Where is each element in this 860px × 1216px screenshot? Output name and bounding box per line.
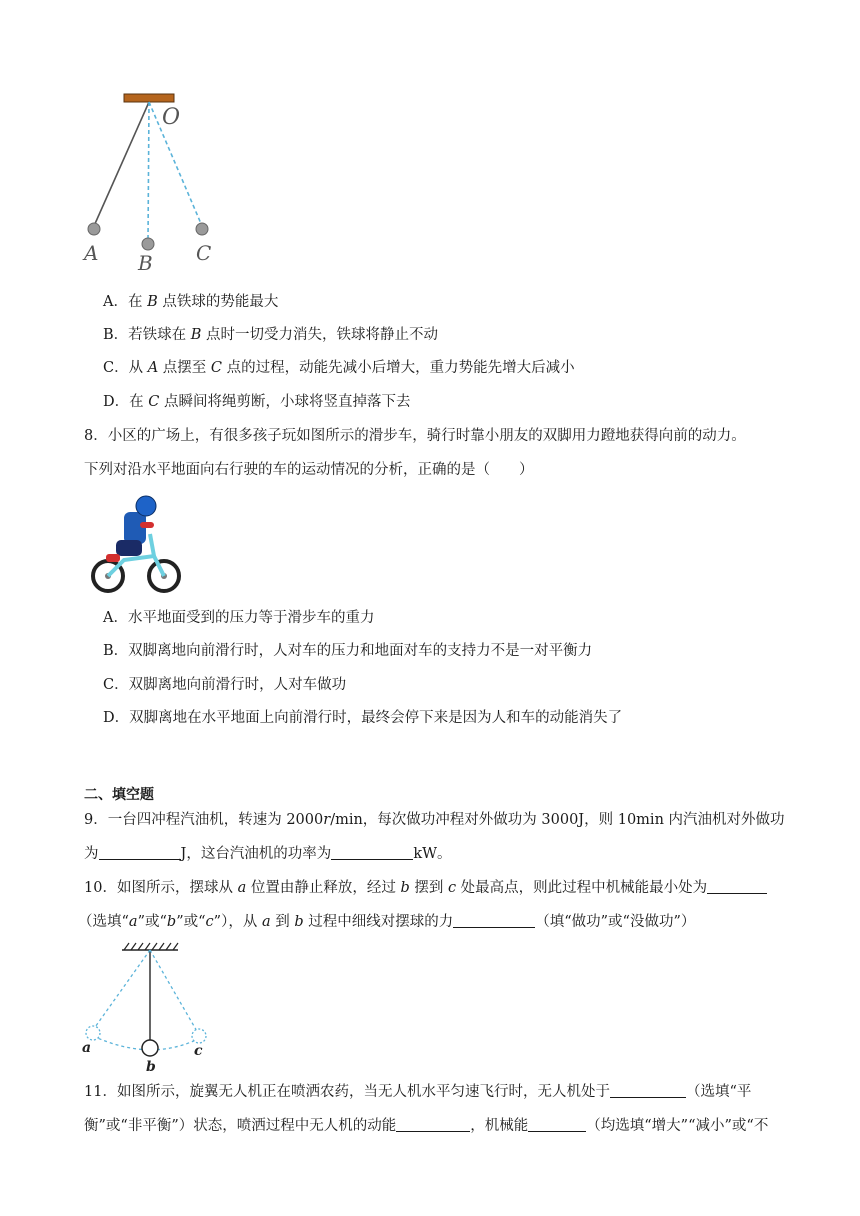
q7-option-d: D．在 C 点瞬间将绳剪断，小球将竖直掉落下去 [103, 394, 411, 410]
label-o: O [162, 105, 181, 130]
ball-pos-c [192, 1029, 206, 1043]
q9-line2: 为 J，这台汽油机的功率为 kW。 [84, 846, 452, 862]
q10-blank-string-work[interactable] [453, 912, 535, 928]
rider-shoe [106, 554, 120, 562]
q10-line1: 10．如图所示，摆球从 a 位置由静止释放，经过 b 摆到 c 处最高点，则此过程中机械能最小处为 [84, 877, 767, 899]
q11-line1: 11．如图所示，旋翼无人机正在喷洒农药，当无人机水平匀速飞行时，无人机处于 （选填“平 [84, 1084, 752, 1100]
rider-arm [140, 522, 154, 528]
q8-stem-line1: 8．小区的广场上，有很多孩子玩如图所示的滑步车，骑行时靠小朋友的双脚用力蹬地获得向前的动力。 [84, 428, 746, 444]
q10-line2: （选填“a”或“b”或“c”），从 a 到 b 过程中细线对摆球的力 （填“做功”或“没做功”） [78, 914, 696, 930]
q7-option-c: C．从 A 点摆至 C 点的过程，动能先减小后增大，重力势能先增大后减小 [103, 360, 575, 376]
label-b: B [138, 251, 153, 275]
ceiling-hatch [124, 943, 178, 950]
q11-line2: 衡”或“非平衡”）状态，喷洒过程中无人机的动能 ，机械能 （均选填“增大”“减小”或“不 [84, 1118, 769, 1134]
fig-label-a: a [82, 1040, 92, 1056]
ball-c [196, 223, 208, 235]
string-b [148, 102, 149, 241]
ball-pos-a [86, 1026, 100, 1040]
string-right [150, 950, 198, 1033]
q11-blank-state[interactable] [610, 1082, 686, 1098]
label-a: A [84, 241, 99, 265]
q7-option-a: A．在 B 点铁球的势能最大 [103, 294, 279, 310]
fig-label-b: b [146, 1059, 156, 1075]
string-left [93, 950, 150, 1030]
ball-b [142, 238, 154, 250]
q9-blank-work[interactable] [99, 844, 181, 860]
q8-option-b: B．双脚离地向前滑行时，人对车的压力和地面对车的支持力不是一对平衡力 [103, 643, 593, 659]
q7-option-b: B．若铁球在 B 点时一切受力消失，铁球将静止不动 [103, 327, 439, 343]
q8-option-a: A．水平地面受到的压力等于滑步车的重力 [103, 610, 375, 626]
pendulum-figure-q10 [78, 940, 218, 1075]
q8-stem-line2: 下列对沿水平地面向右行驶的车的运动情况的分析，正确的是（ ） [84, 462, 534, 478]
rider-legs [116, 540, 142, 556]
q8-option-d: D．双脚离地在水平地面上向前滑行时，最终会停下来是因为人和车的动能消失了 [103, 710, 623, 726]
handlebar-stem [150, 534, 154, 556]
rider-torso [124, 512, 146, 544]
section-title-fill-in: 二、填空题 [84, 787, 154, 803]
q11-blank-kinetic[interactable] [396, 1116, 470, 1132]
fig-label-c: c [194, 1043, 203, 1059]
ceiling-bar [124, 94, 174, 102]
ball-pos-b [142, 1040, 158, 1056]
pendulum-figure-q7 [80, 88, 230, 278]
q11-blank-mechanical[interactable] [528, 1116, 586, 1132]
string-a [94, 102, 149, 226]
label-c: C [196, 241, 212, 265]
ball-a [88, 223, 100, 235]
rider-helmet [136, 496, 156, 516]
q9-line1: 9．一台四冲程汽油机，转速为 2000r/min，每次做功冲程对外做功为 3000J，则 10min 内汽油机对外做功 [84, 812, 785, 828]
q9-blank-power[interactable] [331, 844, 413, 860]
q10-blank-min-energy[interactable] [707, 878, 767, 894]
q8-option-c: C．双脚离地向前滑行时，人对车做功 [103, 677, 347, 693]
balance-bike-figure [84, 490, 184, 598]
